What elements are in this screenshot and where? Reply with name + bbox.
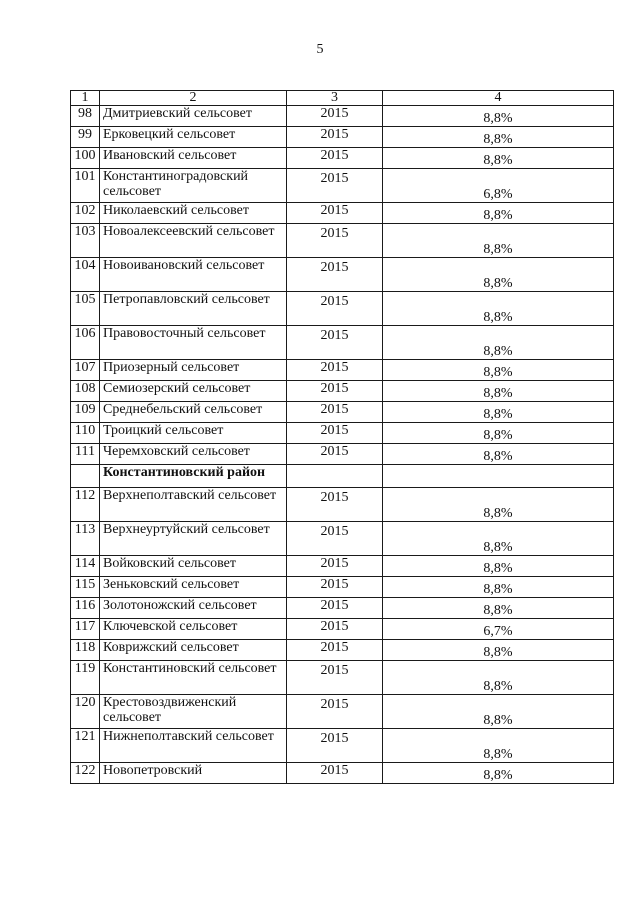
year-cell-text: 2015 — [320, 226, 349, 241]
council-name-text: Новопетровский — [103, 763, 203, 778]
council-name — [100, 203, 287, 224]
row-number — [71, 729, 100, 763]
row-number-text: 102 — [74, 203, 96, 218]
council-name-text: Троицкий сельсовет — [103, 423, 224, 438]
row-number — [71, 444, 100, 465]
table-row — [71, 127, 614, 148]
year-cell-text: 2015 — [320, 171, 349, 186]
row-number — [71, 556, 100, 577]
year-cell — [287, 360, 383, 381]
rate-cell-text: 8,8% — [483, 344, 513, 359]
rate-cell-text: 8,8% — [483, 407, 513, 422]
row-number-text: 103 — [74, 224, 96, 239]
year-cell-text: 2015 — [320, 203, 349, 218]
rate-cell-text: 8,8% — [483, 603, 513, 618]
row-number — [71, 522, 100, 556]
table-row — [71, 203, 614, 224]
year-cell-text: 2015 — [320, 663, 349, 678]
rate-cell — [383, 619, 614, 640]
council-name — [100, 127, 287, 148]
council-name — [100, 695, 287, 729]
year-cell — [287, 465, 383, 488]
council-name-text: Дмитриевский сельсовет — [103, 106, 252, 121]
council-name — [100, 106, 287, 127]
council-name-text: Среднебельский сельсовет — [103, 402, 263, 417]
page-number: 5 — [316, 42, 324, 57]
council-name-text: Петропавловский сельсовет — [103, 292, 270, 307]
row-number-text: 120 — [74, 695, 96, 710]
year-cell — [287, 224, 383, 258]
row-number — [71, 577, 100, 598]
year-cell — [287, 326, 383, 360]
table-header — [71, 91, 614, 106]
year-cell — [287, 148, 383, 169]
row-number — [71, 402, 100, 423]
council-name — [100, 381, 287, 402]
year-cell — [287, 402, 383, 423]
council-name-text: Ключевской сельсовет — [103, 619, 238, 634]
row-number-text: 112 — [74, 488, 96, 503]
row-number-text: 100 — [74, 148, 96, 163]
table-row — [71, 695, 614, 729]
year-cell — [287, 381, 383, 402]
year-cell — [287, 203, 383, 224]
header-col-3: 3 — [287, 91, 383, 106]
rate-cell-text: 8,8% — [483, 428, 513, 443]
year-cell-text: 2015 — [320, 697, 349, 712]
council-name-text: Верхнеполтавский сельсовет — [103, 488, 277, 503]
table-row — [71, 619, 614, 640]
rate-cell — [383, 326, 614, 360]
year-cell-text: 2015 — [320, 106, 349, 121]
row-number-text: 110 — [74, 423, 96, 438]
row-number-text: 98 — [78, 106, 92, 121]
year-cell-text: 2015 — [320, 598, 349, 613]
row-number-text: 105 — [74, 292, 96, 307]
council-name — [100, 423, 287, 444]
rate-cell — [383, 127, 614, 148]
council-name-text: Ивановский сельсовет — [103, 148, 237, 163]
rate-cell — [383, 577, 614, 598]
rate-cell — [383, 465, 614, 488]
council-name — [100, 598, 287, 619]
row-number — [71, 127, 100, 148]
rate-cell — [383, 729, 614, 763]
year-cell-text: 2015 — [320, 619, 349, 634]
row-number — [71, 381, 100, 402]
row-number — [71, 148, 100, 169]
year-cell — [287, 423, 383, 444]
table-row — [71, 402, 614, 423]
rate-cell — [383, 423, 614, 444]
council-name-text: Войковский сельсовет — [103, 556, 236, 571]
rate-cell-text: 6,7% — [483, 624, 513, 639]
table-row — [71, 661, 614, 695]
rate-cell — [383, 640, 614, 661]
row-number — [71, 661, 100, 695]
year-cell — [287, 127, 383, 148]
rate-cell — [383, 292, 614, 326]
council-name — [100, 444, 287, 465]
year-cell — [287, 763, 383, 784]
council-name-text: Ерковецкий сельсовет — [103, 127, 236, 142]
district-name — [100, 465, 287, 488]
rate-cell — [383, 661, 614, 695]
year-cell-text: 2015 — [320, 577, 349, 592]
council-name — [100, 360, 287, 381]
header-row — [71, 91, 614, 106]
row-number-text: 117 — [74, 619, 96, 634]
council-name — [100, 488, 287, 522]
row-number — [71, 203, 100, 224]
rate-cell — [383, 488, 614, 522]
rate-cell-text: 8,8% — [483, 713, 513, 728]
row-number-text: 107 — [74, 360, 96, 375]
rate-cell — [383, 556, 614, 577]
rate-cell-text: 8,8% — [483, 506, 513, 521]
rate-cell — [383, 444, 614, 465]
rate-cell-text: 8,8% — [483, 153, 513, 168]
table-row — [71, 169, 614, 203]
rate-cell — [383, 106, 614, 127]
council-name — [100, 763, 287, 784]
row-number-text: 121 — [74, 729, 96, 744]
table-row — [71, 763, 614, 784]
row-number — [71, 640, 100, 661]
header-col-2: 2 — [100, 91, 287, 106]
row-number-text: 118 — [74, 640, 96, 655]
table-row — [71, 224, 614, 258]
rate-cell — [383, 224, 614, 258]
year-cell-text: 2015 — [320, 640, 349, 655]
year-cell-text: 2015 — [320, 260, 349, 275]
row-number-text: 106 — [74, 326, 96, 341]
council-name-text: Верхнеуртуйский сельсовет — [103, 522, 270, 537]
council-name-text: Золотоножский сельсовет — [103, 598, 257, 613]
header-col-4: 4 — [383, 91, 614, 106]
row-number-text: 101 — [74, 169, 96, 184]
table-row — [71, 148, 614, 169]
rate-cell-text: 8,8% — [483, 242, 513, 257]
council-name — [100, 402, 287, 423]
row-number — [71, 598, 100, 619]
year-cell — [287, 444, 383, 465]
row-number-text: 108 — [74, 381, 96, 396]
year-cell — [287, 577, 383, 598]
council-name-text: Константиноградовский сельсовет — [103, 169, 249, 199]
year-cell — [287, 661, 383, 695]
rate-cell — [383, 381, 614, 402]
year-cell-text: 2015 — [320, 360, 349, 375]
council-name-text: Константиновский сельсовет — [103, 661, 277, 676]
council-name-text: Семиозерский сельсовет — [103, 381, 251, 396]
council-name-text: Приозерный сельсовет — [103, 360, 240, 375]
row-number — [71, 423, 100, 444]
table-row — [71, 326, 614, 360]
table-row — [71, 577, 614, 598]
row-number — [71, 326, 100, 360]
rate-cell — [383, 522, 614, 556]
council-name-text: Новоивановский сельсовет — [103, 258, 265, 273]
rate-cell-text: 8,8% — [483, 540, 513, 555]
table-body — [71, 106, 614, 784]
council-name — [100, 258, 287, 292]
rate-cell-text: 8,8% — [483, 386, 513, 401]
table-row — [71, 381, 614, 402]
council-name — [100, 729, 287, 763]
rate-cell-text: 8,8% — [483, 679, 513, 694]
rate-cell-text: 8,8% — [483, 561, 513, 576]
rate-cell-text: 8,8% — [483, 111, 513, 126]
year-cell-text: 2015 — [320, 381, 349, 396]
rate-cell-text: 8,8% — [483, 768, 513, 783]
row-number-text: 116 — [74, 598, 96, 613]
rate-cell — [383, 258, 614, 292]
rate-cell-text: 8,8% — [483, 310, 513, 325]
year-cell — [287, 292, 383, 326]
year-cell-text: 2015 — [320, 127, 349, 142]
year-cell — [287, 729, 383, 763]
year-cell-text: 2015 — [320, 423, 349, 438]
row-number — [71, 619, 100, 640]
council-name — [100, 640, 287, 661]
council-name-text: Новоалексеевский сельсовет — [103, 224, 275, 239]
rate-cell — [383, 360, 614, 381]
council-name-text: Черемховский сельсовет — [103, 444, 250, 459]
council-name-text: Нижнеполтавский сельсовет — [103, 729, 274, 744]
rate-cell-text: 8,8% — [483, 365, 513, 380]
row-number — [71, 169, 100, 203]
year-cell — [287, 522, 383, 556]
year-cell — [287, 640, 383, 661]
year-cell — [287, 488, 383, 522]
table-row — [71, 640, 614, 661]
table-row — [71, 729, 614, 763]
council-name — [100, 224, 287, 258]
year-cell-text: 2015 — [320, 763, 349, 778]
table-row — [71, 360, 614, 381]
row-number — [71, 763, 100, 784]
rate-cell-text: 8,8% — [483, 747, 513, 762]
council-name — [100, 292, 287, 326]
table-row — [71, 556, 614, 577]
rate-cell — [383, 402, 614, 423]
row-number-text: 114 — [74, 556, 96, 571]
council-name-text: Николаевский сельсовет — [103, 203, 249, 218]
year-cell — [287, 258, 383, 292]
table-row — [71, 258, 614, 292]
year-cell-text: 2015 — [320, 524, 349, 539]
row-number-text: 104 — [74, 258, 96, 273]
rate-cell — [383, 169, 614, 203]
district-name-text: Константиновский район — [103, 465, 266, 480]
row-number-text: 113 — [74, 522, 96, 537]
row-number — [71, 224, 100, 258]
section-row — [71, 465, 614, 488]
year-cell-text: 2015 — [320, 731, 349, 746]
year-cell — [287, 598, 383, 619]
year-cell — [287, 106, 383, 127]
row-number-text: 119 — [74, 661, 96, 676]
row-number — [71, 465, 100, 488]
year-cell — [287, 556, 383, 577]
council-name — [100, 577, 287, 598]
rate-cell-text: 8,8% — [483, 132, 513, 147]
table-row — [71, 423, 614, 444]
table-row — [71, 444, 614, 465]
data-table — [70, 90, 614, 784]
council-name — [100, 556, 287, 577]
council-name-text: Коврижский сельсовет — [103, 640, 239, 655]
rate-cell-text: 8,8% — [483, 276, 513, 291]
council-name-text: Крестовоздвиженский сельсовет — [103, 695, 237, 725]
council-name — [100, 619, 287, 640]
table-row — [71, 106, 614, 127]
rate-cell — [383, 695, 614, 729]
year-cell-text: 2015 — [320, 490, 349, 505]
row-number-text: 99 — [78, 127, 92, 142]
rate-cell — [383, 598, 614, 619]
year-cell — [287, 695, 383, 729]
rate-cell — [383, 203, 614, 224]
council-name-text: Правовосточный сельсовет — [103, 326, 266, 341]
council-name — [100, 326, 287, 360]
row-number — [71, 292, 100, 326]
row-number — [71, 360, 100, 381]
row-number — [71, 258, 100, 292]
rate-cell-text: 8,8% — [483, 582, 513, 597]
council-name — [100, 148, 287, 169]
header-col-1: 1 — [71, 91, 100, 106]
rate-cell — [383, 148, 614, 169]
year-cell — [287, 169, 383, 203]
row-number-text: 109 — [74, 402, 96, 417]
year-cell-text: 2015 — [320, 294, 349, 309]
council-name — [100, 661, 287, 695]
rate-cell-text: 8,8% — [483, 208, 513, 223]
row-number — [71, 106, 100, 127]
council-name — [100, 169, 287, 203]
year-cell-text: 2015 — [320, 444, 349, 459]
council-name — [100, 522, 287, 556]
row-number-text: 111 — [75, 444, 95, 459]
row-number-text: 122 — [74, 763, 96, 778]
year-cell-text: 2015 — [320, 328, 349, 343]
year-cell-text: 2015 — [320, 402, 349, 417]
table-row — [71, 598, 614, 619]
table-row — [71, 522, 614, 556]
year-cell-text: 2015 — [320, 556, 349, 571]
council-name-text: Зеньковский сельсовет — [103, 577, 240, 592]
row-number — [71, 488, 100, 522]
rate-cell-text: 8,8% — [483, 645, 513, 660]
rate-cell-text: 8,8% — [483, 449, 513, 464]
row-number-text: 115 — [74, 577, 96, 592]
year-cell-text: 2015 — [320, 148, 349, 163]
year-cell — [287, 619, 383, 640]
table-row — [71, 292, 614, 326]
row-number — [71, 695, 100, 729]
rate-cell — [383, 763, 614, 784]
rate-cell-text: 6,8% — [483, 187, 513, 202]
table-row — [71, 488, 614, 522]
